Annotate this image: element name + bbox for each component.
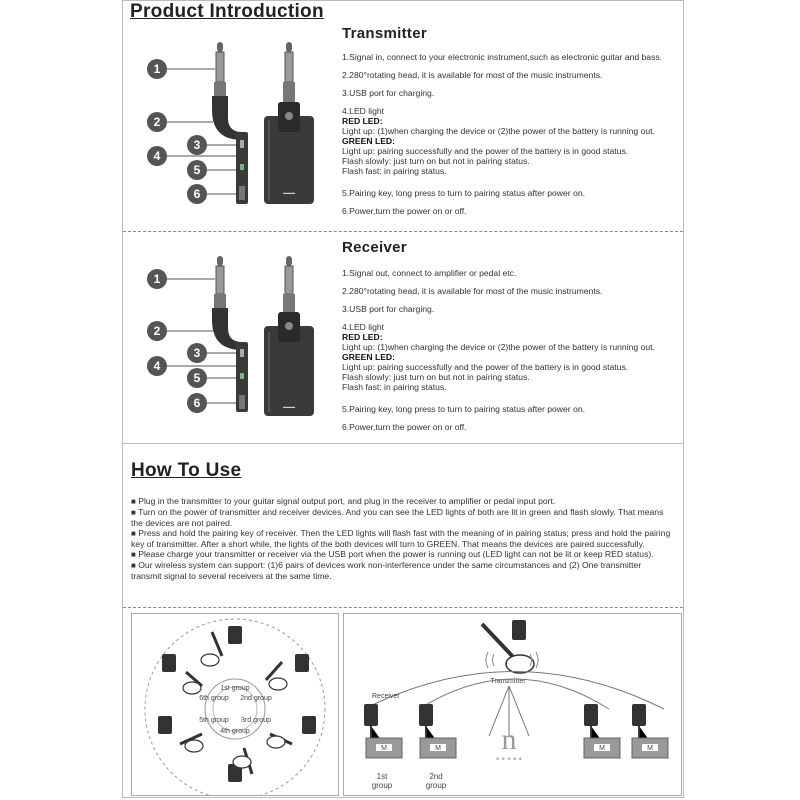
transmitter-item-4: 4.LED light <box>342 106 385 116</box>
receiver-illustration <box>140 256 340 436</box>
callout-1 <box>147 59 167 79</box>
svg-text:6: 6 <box>193 396 201 410</box>
receiver-label: Receiver <box>372 693 400 700</box>
callout-5 <box>187 160 207 180</box>
transmitter-red-led-text: Light up: (1)when charging the device or (2)the power of the battery is running out. <box>342 126 655 136</box>
group-1-label: 1st group <box>371 772 393 790</box>
how-to-use-step: ■ Press and hold the pairing key of receiver. Then the LED lights will flash fast with the meaning of in pairing status; press and hold the pairing key of transmitter. After a short while, the lights of the both devices will turn to GREEN. That means the devices are paired successfully. <box>131 528 671 549</box>
n-label: n <box>501 723 517 756</box>
transmitter-guitar <box>482 620 538 673</box>
how-to-use-title: How To Use <box>131 460 242 481</box>
callout-3 <box>187 135 207 155</box>
receiver-green-light: Light up: pairing successfully and the power of the battery is in good status. <box>342 362 629 372</box>
callout-3 <box>187 343 207 363</box>
transmitter-green-slow: Flash slowly: just turn on but not in pairing status. <box>342 156 530 166</box>
svg-text:3: 3 <box>193 346 201 360</box>
how-to-use-steps <box>131 496 671 581</box>
transmitter-item-3: 3.USB port for charging. <box>342 88 435 98</box>
svg-text:4: 4 <box>153 359 161 373</box>
receiver-red-led-label: RED LED: <box>342 332 383 342</box>
transmitter-red-led-label: RED LED: <box>342 116 383 126</box>
receiver-item-5: 5.Pairing key, long press to turn to pairing status after power on. <box>342 404 585 414</box>
callout-6 <box>187 184 207 204</box>
product-intro-title: Product Introduction <box>130 1 324 22</box>
section-divider-2 <box>123 443 683 444</box>
transmitter-illustration <box>140 40 340 220</box>
callout-5 <box>187 368 207 388</box>
receiver-item-3: 3.USB port for charging. <box>342 304 435 314</box>
svg-text:1: 1 <box>153 272 161 286</box>
svg-text:1: 1 <box>153 62 161 76</box>
svg-text:5: 5 <box>193 371 201 385</box>
svg-text:5: 5 <box>193 163 201 177</box>
wheel-label: 3rd group <box>241 717 271 724</box>
callout-4 <box>147 356 167 376</box>
wheel-label: 5th group <box>199 717 229 724</box>
transmitter-title: Transmitter <box>342 25 427 42</box>
receiver-green-led-label: GREEN LED: <box>342 352 395 362</box>
receiver-title: Receiver <box>342 239 407 256</box>
transmitter-green-light: Light up: pairing successfully and the power of the battery is in good status. <box>342 146 629 156</box>
callout-2 <box>147 112 167 132</box>
ellipsis-dots: • • • • • <box>496 754 522 764</box>
one-to-many-svg <box>344 614 681 795</box>
how-to-use-step: ■ Our wireless system can support: (1)6 pairs of devices work non-interference under the same circumstances and (2) One transmitter transmit signal to several receivers at the same time. <box>131 560 642 581</box>
transmitter-label: Transmitter <box>490 678 526 685</box>
receiver-item-1: 1.Signal out, connect to amplifier or pedal etc. <box>342 268 517 278</box>
svg-text:▬▬▬: ▬▬▬ <box>283 404 295 409</box>
svg-text:M: M <box>381 745 387 752</box>
transmitter-green-fast: Flash fast: in pairing status. <box>342 166 447 176</box>
transmitter-green-led-label: GREEN LED: <box>342 136 395 146</box>
svg-text:2: 2 <box>153 115 161 129</box>
wheel-label: 1st group <box>220 685 250 692</box>
six-pairs-wheel <box>132 614 338 795</box>
receiver-item-6: 6.Power,turn the power on or off. <box>342 422 467 432</box>
how-to-use-step: ■ Please charge your transmitter or receiver via the USB port when the power is running out (LED light can not be lit or keep RED status). <box>131 549 654 559</box>
svg-text:M: M <box>435 745 441 752</box>
svg-text:4: 4 <box>153 149 161 163</box>
transmitter-description <box>342 52 678 224</box>
transmitter-item-5: 5.Pairing key, long press to turn to pairing status after power on. <box>342 188 585 198</box>
six-pairs-diagram <box>131 613 339 796</box>
callout-2 <box>147 321 167 341</box>
how-to-use-step: ■ Turn on the power of transmitter and receiver devices. And you can see the LED lights of both are lit in green and flash slowly. That means the devices are not paired. <box>131 507 664 528</box>
svg-text:3: 3 <box>193 138 201 152</box>
svg-text:M: M <box>647 745 653 752</box>
transmitter-item-1: 1.Signal in, connect to your electronic instrument,such as electronic guitar and bass. <box>342 52 663 62</box>
one-to-many-diagram <box>343 613 682 796</box>
svg-text:2: 2 <box>153 324 161 338</box>
receiver-description <box>342 268 678 440</box>
group-2-label: 2nd group <box>425 772 447 790</box>
section-divider-3 <box>123 607 683 608</box>
section-divider-1 <box>123 231 683 232</box>
wheel-label: 4th group <box>220 728 250 735</box>
receiver-green-slow: Flash slowly: just turn on but not in pairing status. <box>342 372 530 382</box>
receiver-red-led-text: Light up: (1)when charging the device or (2)the power of the battery is running out. <box>342 342 655 352</box>
callout-6 <box>187 393 207 413</box>
svg-text:M: M <box>599 745 605 752</box>
svg-text:▬▬▬: ▬▬▬ <box>283 190 295 195</box>
callout-1 <box>147 269 167 289</box>
callout-4 <box>147 146 167 166</box>
receiver-item-2: 2.280°rotating head, it is available for most of the music instruments. <box>342 286 603 296</box>
svg-text:6: 6 <box>193 187 201 201</box>
transmitter-item-6: 6.Power,turn the power on or off. <box>342 206 467 216</box>
transmitter-item-2: 2.280°rotating head, it is available for most of the music instruments. <box>342 70 603 80</box>
wheel-label: 6th group <box>199 695 229 702</box>
receiver-green-fast: Flash fast: in pairing status. <box>342 382 447 392</box>
wheel-label: 2nd group <box>240 695 272 702</box>
receiver-item-4: 4.LED light <box>342 322 385 332</box>
how-to-use-step: ■ Plug in the transmitter to your guitar signal output port, and plug in the receiver to amplifier or pedal input port. <box>131 496 556 506</box>
